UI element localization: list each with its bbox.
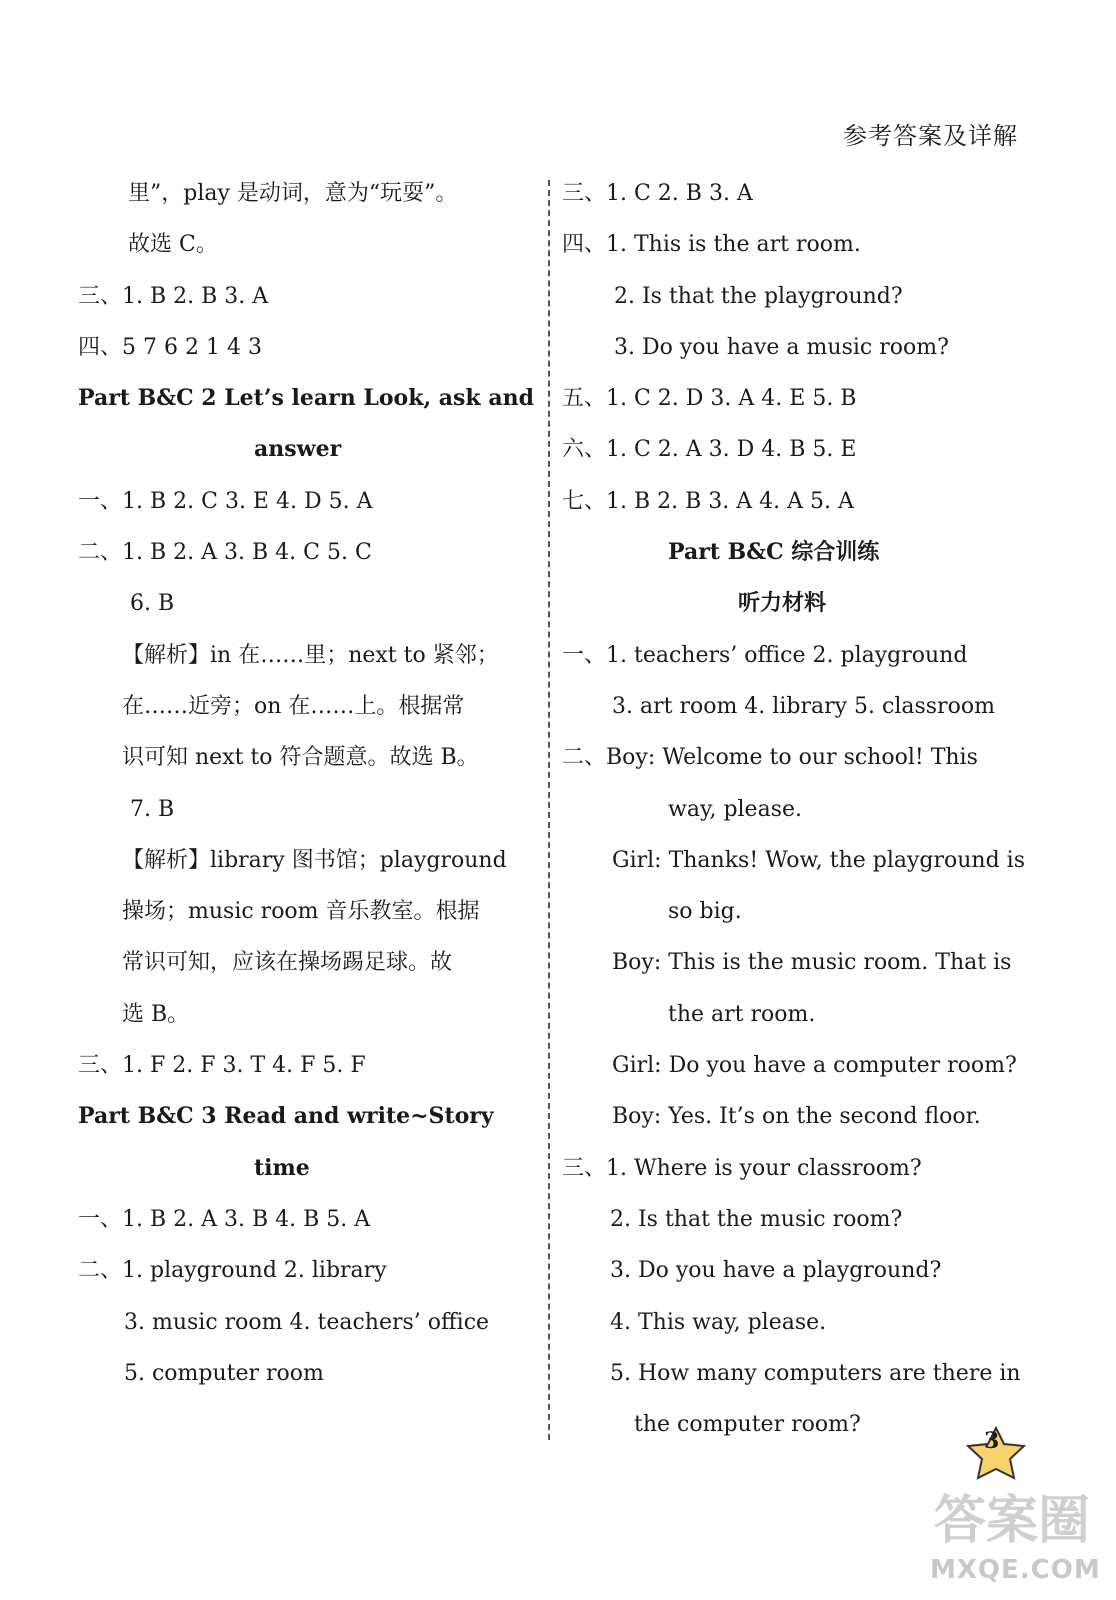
text-line: 里”，play 是动词，意为“玩耍”。	[128, 181, 458, 206]
answer-line: 五、1. C 2. D 3. A 4. E 5. B	[562, 386, 857, 412]
answer-line: 四、1. This is the art room.	[562, 232, 861, 258]
dialogue-line: so big.	[668, 899, 742, 925]
right-column	[562, 168, 1032, 1450]
page-number: 3	[984, 1428, 1000, 1454]
dialogue-line: Girl: Do you have a computer room?	[612, 1053, 1017, 1079]
answer-line: 一、1. teachers’ office 2. playground	[562, 642, 968, 668]
left-column	[78, 168, 540, 1399]
answer-line: 二、1. playground 2. library	[78, 1258, 387, 1284]
dialogue-line: 二、Boy: Welcome to our school! This	[562, 745, 978, 771]
answer-line: 5. computer room	[124, 1360, 324, 1386]
section-subheading: 听力材料	[738, 591, 827, 617]
dialogue-line: Boy: This is the music room. That is	[612, 950, 1012, 976]
explanation-line: 在……近旁；on 在……上。根据常	[122, 693, 465, 719]
answer-line: 3. Do you have a music room?	[614, 334, 949, 360]
explanation-line: 常识可知，应该在操场踢足球。故	[122, 950, 453, 976]
answer-line: 6. B	[130, 591, 175, 617]
explanation-line: 操场；music room 音乐教室。根据	[122, 899, 480, 925]
answer-line: 一、1. B 2. A 3. B 4. B 5. A	[78, 1206, 371, 1232]
answer-line: 2. Is that the playground?	[614, 283, 903, 309]
column-divider	[548, 180, 550, 1440]
watermark-text: MXQE.COM	[930, 1555, 1101, 1585]
answer-line: 3. music room 4. teachers’ office	[124, 1309, 490, 1335]
answer-line: 三、1. F 2. F 3. T 4. F 5. F	[78, 1053, 366, 1079]
answer-line: 4. This way, please.	[610, 1309, 827, 1335]
section-heading-cont: answer	[254, 436, 342, 463]
explanation-line: 识可知 next to 符合题意。故选 B。	[122, 745, 479, 771]
section-heading: Part B&C 3 Read and write~Story	[78, 1103, 494, 1130]
answer-line: the computer room?	[634, 1412, 861, 1438]
answer-line: 六、1. C 2. A 3. D 4. B 5. E	[562, 437, 857, 463]
answer-line: 7. B	[130, 796, 175, 822]
dialogue-line: the art room.	[668, 1001, 816, 1027]
section-heading-cont: time	[254, 1154, 310, 1181]
answer-line: 2. Is that the music room?	[610, 1206, 903, 1232]
section-heading: Part B&C 2 Let’s learn Look, ask and	[78, 385, 534, 412]
explanation-line: 【解析】library 图书馆；playground	[122, 847, 507, 873]
answer-line: 二、1. B 2. A 3. B 4. C 5. C	[78, 540, 372, 566]
running-header: 参考答案及详解	[843, 122, 1018, 150]
dialogue-line: Girl: Thanks! Wow, the playground is	[612, 847, 1025, 873]
answer-line: 三、1. C 2. B 3. A	[562, 181, 753, 206]
explanation-line: 选 B。	[122, 1001, 190, 1027]
answer-line: 七、1. B 2. B 3. A 4. A 5. A	[562, 488, 854, 514]
answer-line: 三、1. Where is your classroom?	[562, 1155, 922, 1181]
dialogue-line: Boy: Yes. It’s on the second floor.	[612, 1104, 981, 1130]
section-heading: Part B&C 综合训练	[668, 539, 880, 566]
answer-line: 一、1. B 2. C 3. E 4. D 5. A	[78, 488, 373, 514]
answer-line: 3. art room 4. library 5. classroom	[612, 693, 995, 719]
answer-line: 三、1. B 2. B 3. A	[78, 283, 269, 309]
answer-line: 5. How many computers are there in	[610, 1360, 1021, 1386]
answer-line: 3. Do you have a playground?	[610, 1258, 942, 1284]
answer-line: 四、5 7 6 2 1 4 3	[78, 334, 262, 360]
svg-text:答案圈: 答案圈	[934, 1491, 1091, 1551]
explanation-line: 【解析】in 在……里；next to 紧邻；	[122, 642, 499, 668]
text-line: 故选 C。	[128, 232, 218, 258]
dialogue-line: way, please.	[668, 796, 802, 822]
